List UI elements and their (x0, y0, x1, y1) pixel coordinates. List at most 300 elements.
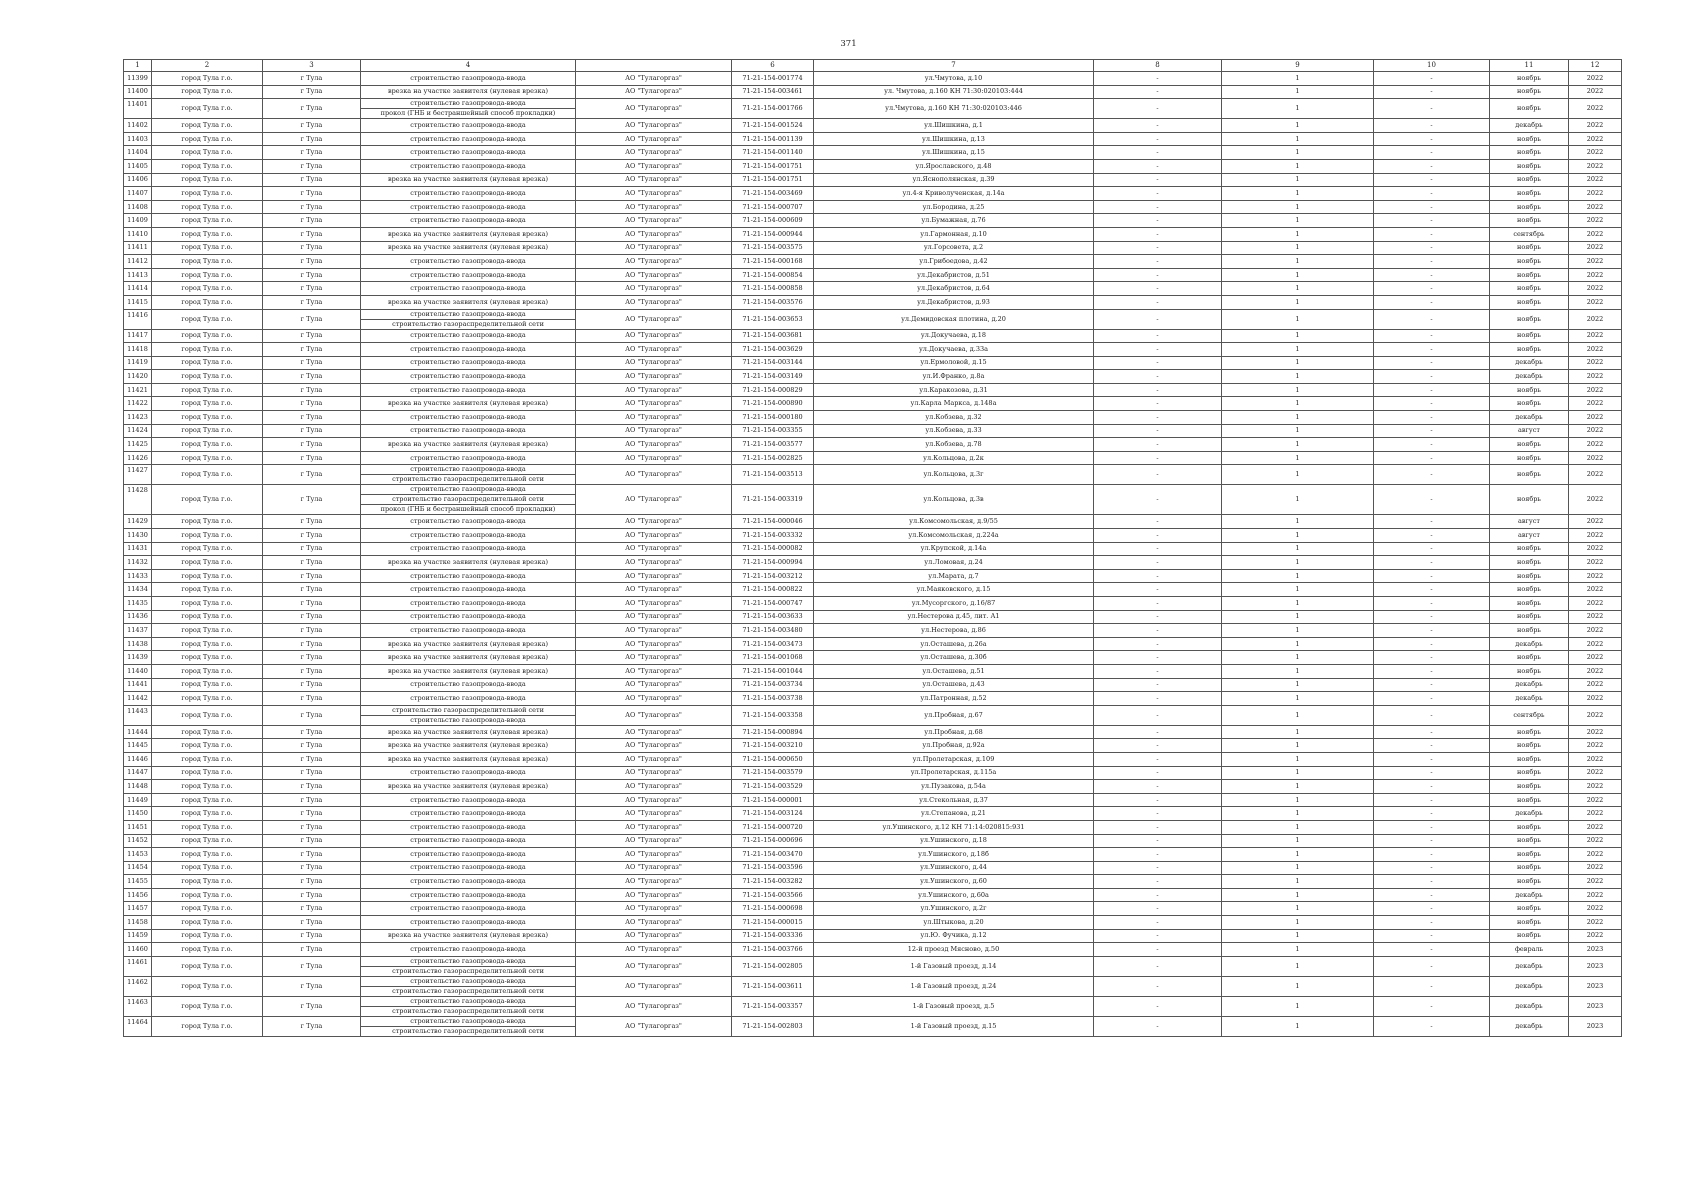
address-cell: ул.Кольцова, д.2к (814, 451, 1094, 465)
address-cell: ул.Стекольная, д.37 (814, 793, 1094, 807)
gas-works-table (123, 59, 1622, 1037)
header-cell: 2 (152, 60, 263, 72)
month-cell: ноябрь (1490, 583, 1569, 597)
year-cell: 2022 (1569, 159, 1622, 173)
row-number-cell: 11417 (124, 329, 152, 343)
address-cell: ул.4-я Криволученская, д.14а (814, 187, 1094, 201)
city-cell: г Тула (263, 397, 361, 411)
row-number-cell: 11413 (124, 268, 152, 282)
application-id-cell: 71-21-154-003566 (732, 888, 814, 902)
col8-cell: - (1094, 85, 1222, 99)
col8-cell: - (1094, 678, 1222, 692)
col10-cell: - (1374, 485, 1490, 515)
year-cell: 2022 (1569, 597, 1622, 611)
organization-cell: АО "Тулагоргаз" (576, 766, 732, 780)
city-cell: г Тула (263, 282, 361, 296)
municipality-cell: город Тула г.о. (152, 956, 263, 976)
city-cell: г Тула (263, 569, 361, 583)
city-cell: г Тула (263, 834, 361, 848)
address-cell: ул.Каракозова, д.31 (814, 383, 1094, 397)
work-type-cell (361, 295, 576, 309)
header-cell (576, 60, 732, 72)
application-id-cell: 71-21-154-003336 (732, 929, 814, 943)
organization-cell: АО "Тулагоргаз" (576, 569, 732, 583)
col10-cell: - (1374, 295, 1490, 309)
application-id-cell: 71-21-154-003681 (732, 329, 814, 343)
table-row (124, 739, 1622, 753)
application-id-cell: 71-21-154-003653 (732, 309, 814, 329)
application-id-cell: 71-21-154-003461 (732, 85, 814, 99)
table-row (124, 678, 1622, 692)
address-cell: ул.Ю. Фучика, д.12 (814, 929, 1094, 943)
application-id-cell: 71-21-154-000180 (732, 411, 814, 425)
col10-cell: - (1374, 807, 1490, 821)
work-type-line: строительство газопровода-ввода (410, 1016, 526, 1025)
municipality-cell: город Тула г.о. (152, 902, 263, 916)
row-number-cell: 11459 (124, 929, 152, 943)
address-cell: ул.Грибоедова, д.42 (814, 255, 1094, 269)
city-cell: г Тула (263, 820, 361, 834)
application-id-cell: 71-21-154-001774 (732, 72, 814, 86)
col8-cell: - (1094, 187, 1222, 201)
table-row (124, 692, 1622, 706)
row-number-cell: 11425 (124, 438, 152, 452)
table-row (124, 875, 1622, 889)
city-cell: г Тула (263, 651, 361, 665)
year-cell: 2022 (1569, 397, 1622, 411)
city-cell: г Тула (263, 465, 361, 485)
month-cell: декабрь (1490, 370, 1569, 384)
work-type-cell (361, 282, 576, 296)
city-cell: г Тула (263, 295, 361, 309)
address-cell: ул.Декабристов, д.51 (814, 268, 1094, 282)
work-type-cell (361, 529, 576, 543)
quantity-cell: 1 (1222, 664, 1374, 678)
col10-cell: - (1374, 119, 1490, 133)
work-type-cell (361, 556, 576, 570)
work-type-cell (361, 637, 576, 651)
quantity-cell: 1 (1222, 200, 1374, 214)
quantity-cell: 1 (1222, 465, 1374, 485)
month-cell: ноябрь (1490, 651, 1569, 665)
municipality-cell: город Тула г.о. (152, 465, 263, 485)
row-number-cell: 11464 (124, 1016, 152, 1036)
col8-cell: - (1094, 227, 1222, 241)
quantity-cell: 1 (1222, 99, 1374, 119)
row-number-cell: 11443 (124, 705, 152, 725)
quantity-cell: 1 (1222, 529, 1374, 543)
municipality-cell: город Тула г.о. (152, 739, 263, 753)
work-type-cell (361, 465, 576, 485)
year-cell: 2022 (1569, 875, 1622, 889)
work-type-line: строительство газопровода-ввода (410, 863, 526, 872)
row-number-cell: 11403 (124, 132, 152, 146)
table-row (124, 943, 1622, 957)
row-number-cell: 11411 (124, 241, 152, 255)
month-cell: декабрь (1490, 678, 1569, 692)
address-cell: ул.Шишкина, д.1 (814, 119, 1094, 133)
quantity-cell: 1 (1222, 1016, 1374, 1036)
work-type-line: врезка на участке заявителя (нулевая врезка) (387, 653, 548, 662)
month-cell: ноябрь (1490, 329, 1569, 343)
row-number-cell: 11447 (124, 766, 152, 780)
organization-cell: АО "Тулагоргаз" (576, 956, 732, 976)
col10-cell: - (1374, 411, 1490, 425)
row-number-cell: 11441 (124, 678, 152, 692)
municipality-cell: город Тула г.о. (152, 996, 263, 1016)
work-type-cell (361, 861, 576, 875)
municipality-cell: город Тула г.о. (152, 664, 263, 678)
city-cell: г Тула (263, 583, 361, 597)
month-cell: ноябрь (1490, 485, 1569, 515)
col10-cell: - (1374, 793, 1490, 807)
organization-cell: АО "Тулагоргаз" (576, 411, 732, 425)
quantity-cell: 1 (1222, 976, 1374, 996)
year-cell: 2022 (1569, 343, 1622, 357)
city-cell: г Тула (263, 956, 361, 976)
quantity-cell: 1 (1222, 861, 1374, 875)
table-row (124, 187, 1622, 201)
row-number-cell: 11436 (124, 610, 152, 624)
municipality-cell: город Тула г.о. (152, 227, 263, 241)
address-cell: ул.Крупской, д.14а (814, 542, 1094, 556)
col10-cell: - (1374, 329, 1490, 343)
organization-cell: АО "Тулагоргаз" (576, 200, 732, 214)
municipality-cell: город Тула г.о. (152, 888, 263, 902)
application-id-cell: 71-21-154-002803 (732, 1016, 814, 1036)
col8-cell: - (1094, 624, 1222, 638)
municipality-cell: город Тула г.о. (152, 72, 263, 86)
month-cell: ноябрь (1490, 187, 1569, 201)
city-cell: г Тула (263, 329, 361, 343)
city-cell: г Тула (263, 146, 361, 160)
header-cell: 1 (124, 60, 152, 72)
work-type-cell (361, 597, 576, 611)
col8-cell: - (1094, 515, 1222, 529)
year-cell: 2022 (1569, 146, 1622, 160)
application-id-cell: 71-21-154-003319 (732, 485, 814, 515)
row-number-cell: 11402 (124, 119, 152, 133)
address-cell: ул.Декабристов, д.64 (814, 282, 1094, 296)
col8-cell: - (1094, 397, 1222, 411)
col8-cell: - (1094, 664, 1222, 678)
work-type-cell (361, 834, 576, 848)
address-cell: ул.Декабристов, д.93 (814, 295, 1094, 309)
organization-cell: АО "Тулагоргаз" (576, 752, 732, 766)
year-cell: 2023 (1569, 976, 1622, 996)
city-cell: г Тула (263, 119, 361, 133)
month-cell: ноябрь (1490, 610, 1569, 624)
year-cell: 2022 (1569, 807, 1622, 821)
header-cell: 11 (1490, 60, 1569, 72)
city-cell: г Тула (263, 214, 361, 228)
municipality-cell: город Тула г.о. (152, 943, 263, 957)
month-cell: ноябрь (1490, 241, 1569, 255)
quantity-cell: 1 (1222, 268, 1374, 282)
application-id-cell: 71-21-154-001139 (732, 132, 814, 146)
application-id-cell: 71-21-154-003633 (732, 610, 814, 624)
work-type-line: врезка на участке заявителя (нулевая врезка) (387, 175, 548, 184)
work-type-line: врезка на участке заявителя (нулевая врезка) (387, 741, 548, 750)
work-type-line: строительство газопровода-ввода (410, 485, 526, 494)
col8-cell: - (1094, 916, 1222, 930)
organization-cell: АО "Тулагоргаз" (576, 132, 732, 146)
work-type-cell (361, 752, 576, 766)
month-cell: ноябрь (1490, 597, 1569, 611)
address-cell: ул.Комсомольская, д.9/55 (814, 515, 1094, 529)
work-type-cell (361, 146, 576, 160)
address-cell: ул.Кобзева, д.33 (814, 424, 1094, 438)
year-cell: 2022 (1569, 651, 1622, 665)
row-number-cell: 11406 (124, 173, 152, 187)
month-cell: ноябрь (1490, 173, 1569, 187)
year-cell: 2022 (1569, 72, 1622, 86)
organization-cell: АО "Тулагоргаз" (576, 343, 732, 357)
table-row (124, 214, 1622, 228)
address-cell: ул.Пробная, д.67 (814, 705, 1094, 725)
col8-cell: - (1094, 976, 1222, 996)
application-id-cell: 71-21-154-003149 (732, 370, 814, 384)
work-type-line: строительство газопровода-ввода (410, 585, 526, 594)
work-type-line: строительство газопровода-ввода (410, 148, 526, 157)
work-type-line: строительство газопровода-ввода (410, 544, 526, 553)
table-row (124, 861, 1622, 875)
month-cell: ноябрь (1490, 282, 1569, 296)
col10-cell: - (1374, 268, 1490, 282)
year-cell: 2022 (1569, 902, 1622, 916)
city-cell: г Тула (263, 556, 361, 570)
city-cell: г Тула (263, 624, 361, 638)
work-type-line: строительство газопровода-ввода (410, 188, 526, 197)
quantity-cell: 1 (1222, 255, 1374, 269)
work-type-cell (361, 356, 576, 370)
quantity-cell: 1 (1222, 515, 1374, 529)
quantity-cell: 1 (1222, 692, 1374, 706)
table-row (124, 996, 1622, 1016)
col8-cell: - (1094, 200, 1222, 214)
municipality-cell: город Тула г.о. (152, 383, 263, 397)
work-type-cell (361, 438, 576, 452)
month-cell: ноябрь (1490, 820, 1569, 834)
address-cell: ул.Марата, д.7 (814, 569, 1094, 583)
table-row (124, 227, 1622, 241)
col10-cell: - (1374, 343, 1490, 357)
application-id-cell: 71-21-154-001524 (732, 119, 814, 133)
quantity-cell: 1 (1222, 848, 1374, 862)
organization-cell: АО "Тулагоргаз" (576, 692, 732, 706)
col8-cell: - (1094, 424, 1222, 438)
col8-cell: - (1094, 780, 1222, 794)
address-cell: ул.Кольцова, д.3г (814, 465, 1094, 485)
quantity-cell: 1 (1222, 173, 1374, 187)
month-cell: ноябрь (1490, 902, 1569, 916)
municipality-cell: город Тула г.о. (152, 99, 263, 119)
row-number-cell: 11432 (124, 556, 152, 570)
col10-cell: - (1374, 637, 1490, 651)
work-type-cell (361, 1016, 576, 1036)
work-type-line: строительство газопровода-ввода (410, 680, 526, 689)
col8-cell: - (1094, 370, 1222, 384)
organization-cell: АО "Тулагоргаз" (576, 976, 732, 996)
quantity-cell: 1 (1222, 356, 1374, 370)
city-cell: г Тула (263, 424, 361, 438)
address-cell: ул.Штыкова, д.20 (814, 916, 1094, 930)
row-number-cell: 11451 (124, 820, 152, 834)
quantity-cell: 1 (1222, 916, 1374, 930)
organization-cell: АО "Тулагоргаз" (576, 329, 732, 343)
col8-cell: - (1094, 834, 1222, 848)
col8-cell: - (1094, 807, 1222, 821)
work-type-cell (361, 902, 576, 916)
table-row (124, 255, 1622, 269)
organization-cell: АО "Тулагоргаз" (576, 597, 732, 611)
year-cell: 2022 (1569, 411, 1622, 425)
row-number-cell: 11455 (124, 875, 152, 889)
municipality-cell: город Тула г.о. (152, 397, 263, 411)
application-id-cell: 71-21-154-000082 (732, 542, 814, 556)
col10-cell: - (1374, 956, 1490, 976)
row-number-cell: 11421 (124, 383, 152, 397)
work-type-line: строительство газопровода-ввода (410, 385, 526, 394)
application-id-cell: 71-21-154-000994 (732, 556, 814, 570)
year-cell: 2022 (1569, 282, 1622, 296)
row-number-cell: 11430 (124, 529, 152, 543)
col8-cell: - (1094, 343, 1222, 357)
work-type-line: строительство газопровода-ввода (410, 612, 526, 621)
quantity-cell: 1 (1222, 438, 1374, 452)
application-id-cell: 71-21-154-003766 (732, 943, 814, 957)
city-cell: г Тула (263, 356, 361, 370)
col8-cell: - (1094, 943, 1222, 957)
year-cell: 2022 (1569, 268, 1622, 282)
organization-cell: АО "Тулагоргаз" (576, 295, 732, 309)
col10-cell: - (1374, 465, 1490, 485)
application-id-cell: 71-21-154-000015 (732, 916, 814, 930)
work-type-cell (361, 569, 576, 583)
organization-cell: АО "Тулагоргаз" (576, 173, 732, 187)
application-id-cell: 71-21-154-003469 (732, 187, 814, 201)
address-cell: 1-й Газовый проезд, д.14 (814, 956, 1094, 976)
city-cell: г Тула (263, 597, 361, 611)
table-row (124, 651, 1622, 665)
col8-cell: - (1094, 888, 1222, 902)
col10-cell: - (1374, 888, 1490, 902)
city-cell: г Тула (263, 542, 361, 556)
application-id-cell: 71-21-154-000747 (732, 597, 814, 611)
col10-cell: - (1374, 451, 1490, 465)
year-cell: 2022 (1569, 85, 1622, 99)
municipality-cell: город Тула г.о. (152, 678, 263, 692)
table-row (124, 916, 1622, 930)
quantity-cell: 1 (1222, 227, 1374, 241)
col8-cell: - (1094, 383, 1222, 397)
work-type-line: врезка на участке заявителя (нулевая врезка) (387, 87, 548, 96)
work-type-line: строительство газопровода-ввода (410, 309, 526, 318)
year-cell: 2022 (1569, 451, 1622, 465)
table-row (124, 329, 1622, 343)
city-cell: г Тула (263, 610, 361, 624)
work-type-cell (361, 705, 576, 725)
address-cell: ул. Чмутова, д.160 КН 71:30:020103:444 (814, 85, 1094, 99)
municipality-cell: город Тула г.о. (152, 542, 263, 556)
city-cell: г Тула (263, 343, 361, 357)
header-cell: 7 (814, 60, 1094, 72)
year-cell: 2022 (1569, 678, 1622, 692)
organization-cell: АО "Тулагоргаз" (576, 664, 732, 678)
col8-cell: - (1094, 268, 1222, 282)
month-cell: ноябрь (1490, 664, 1569, 678)
application-id-cell: 71-21-154-003513 (732, 465, 814, 485)
city-cell: г Тула (263, 861, 361, 875)
col8-cell: - (1094, 411, 1222, 425)
year-cell: 2022 (1569, 739, 1622, 753)
address-cell: 1-й Газовый проезд, д.15 (814, 1016, 1094, 1036)
address-cell: ул.Яснополянская, д.39 (814, 173, 1094, 187)
work-type-cell (361, 173, 576, 187)
address-cell: ул.Кольцова, д.3в (814, 485, 1094, 515)
municipality-cell: город Тула г.о. (152, 356, 263, 370)
work-type-cell (361, 187, 576, 201)
work-type-cell (361, 72, 576, 86)
row-number-cell: 11410 (124, 227, 152, 241)
municipality-cell: город Тула г.о. (152, 766, 263, 780)
quantity-cell: 1 (1222, 485, 1374, 515)
table-row (124, 451, 1622, 465)
row-number-cell: 11412 (124, 255, 152, 269)
row-number-cell: 11399 (124, 72, 152, 86)
quantity-cell: 1 (1222, 187, 1374, 201)
quantity-cell: 1 (1222, 370, 1374, 384)
col10-cell: - (1374, 515, 1490, 529)
work-type-cell (361, 383, 576, 397)
municipality-cell: город Тула г.о. (152, 976, 263, 996)
month-cell: ноябрь (1490, 383, 1569, 397)
year-cell: 2022 (1569, 888, 1622, 902)
work-type-cell (361, 159, 576, 173)
quantity-cell: 1 (1222, 85, 1374, 99)
quantity-cell: 1 (1222, 902, 1374, 916)
work-type-cell (361, 807, 576, 821)
year-cell: 2022 (1569, 132, 1622, 146)
col10-cell: - (1374, 624, 1490, 638)
year-cell: 2022 (1569, 610, 1622, 624)
year-cell: 2022 (1569, 916, 1622, 930)
quantity-cell: 1 (1222, 766, 1374, 780)
row-number-cell: 11437 (124, 624, 152, 638)
work-type-line: врезка на участке заявителя (нулевая врезка) (387, 639, 548, 648)
quantity-cell: 1 (1222, 159, 1374, 173)
col10-cell: - (1374, 766, 1490, 780)
municipality-cell: город Тула г.о. (152, 820, 263, 834)
work-type-cell (361, 780, 576, 794)
table-row (124, 624, 1622, 638)
work-type-line: врезка на участке заявителя (нулевая врезка) (387, 727, 548, 736)
municipality-cell: город Тула г.о. (152, 529, 263, 543)
city-cell: г Тула (263, 888, 361, 902)
work-type-line: врезка на участке заявителя (нулевая врезка) (387, 666, 548, 675)
application-id-cell: 71-21-154-000650 (732, 752, 814, 766)
month-cell: ноябрь (1490, 725, 1569, 739)
address-cell: ул.Ушинского, д.18 (814, 834, 1094, 848)
application-id-cell: 71-21-154-003470 (732, 848, 814, 862)
col10-cell: - (1374, 929, 1490, 943)
work-type-line: строительство газораспределительной сети (361, 494, 575, 504)
month-cell: ноябрь (1490, 132, 1569, 146)
application-id-cell: 71-21-154-000696 (732, 834, 814, 848)
table-row (124, 424, 1622, 438)
col10-cell: - (1374, 752, 1490, 766)
application-id-cell: 71-21-154-000698 (732, 902, 814, 916)
